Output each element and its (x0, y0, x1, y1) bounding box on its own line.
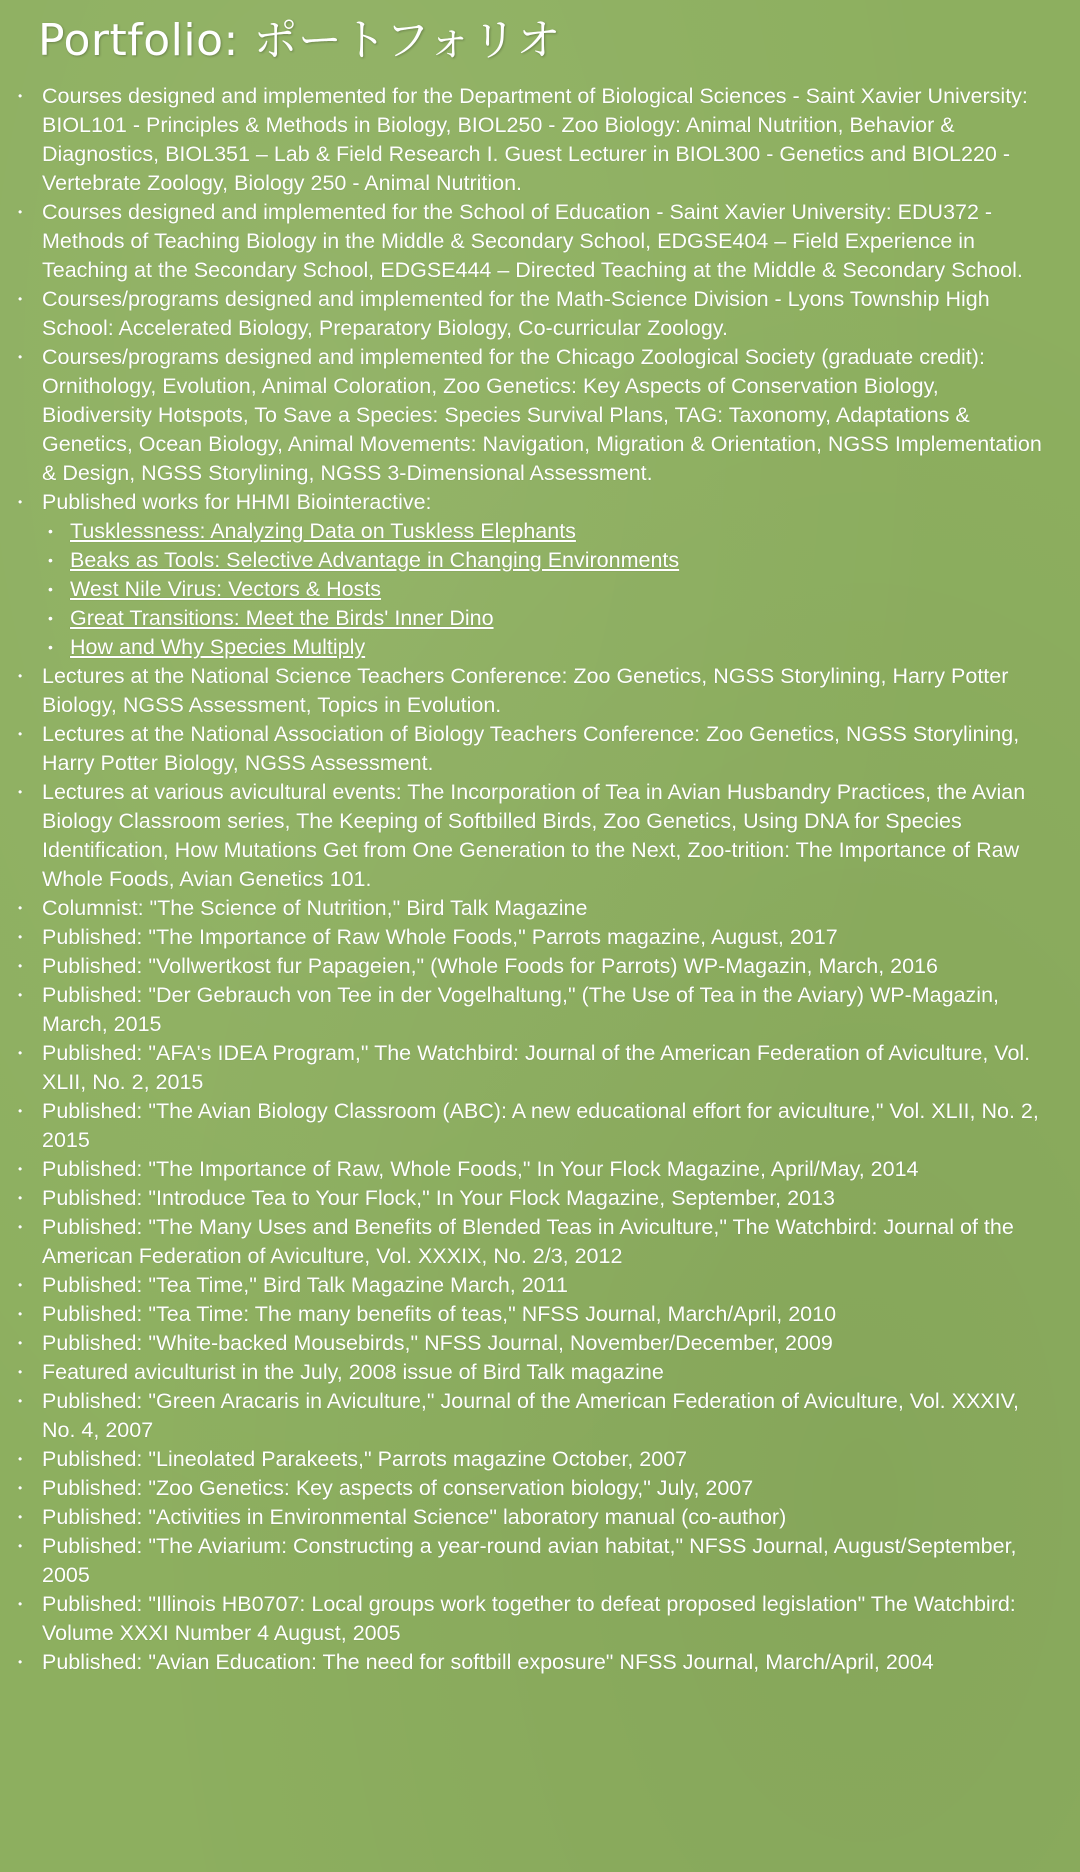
list-item-text: Published: "Lineolated Parakeets," Parrots magazine October, 2007 (42, 1447, 688, 1471)
hhmi-link-item (70, 604, 1050, 633)
hhmi-link-west-nile-virus[interactable]: West Nile Virus: Vectors & Hosts (70, 577, 382, 601)
list-item-text: Published: "The Many Uses and Benefits of Blended Teas in Aviculture," The Watchbird: Journal of the American Federation of Aviculture, Vol. XXXIX, No. 2/3, 2012 (42, 1215, 1014, 1268)
list-item (38, 981, 1050, 1039)
list-item (38, 1590, 1050, 1648)
list-item-text: Courses designed and implemented for the School of Education - Saint Xavier University: EDU372 - Methods of Teaching Biology in the Middle & Secondary School, EDGSE404 – Field Experience in Teaching at the Secondary School, EDGSE444 – Directed Teaching at the Middle & Secondary School. (42, 200, 1023, 282)
list-item (38, 720, 1050, 778)
list-item-text: Published: "Avian Education: The need for softbill exposure" NFSS Journal, March/April, 2004 (42, 1650, 934, 1674)
list-item (38, 1184, 1050, 1213)
list-item-text: Published: "Der Gebrauch von Tee in der Vogelhaltung," (The Use of Tea in the Aviary) WP-Magazin, March, 2015 (42, 983, 1000, 1036)
list-item (38, 662, 1050, 720)
list-item-text: Lectures at various avicultural events: The Incorporation of Tea in Avian Husbandry Practices, the Avian Biology Classroom series, The Keeping of Softbilled Birds, Zoo Genetics, Using DNA for Species Identification, How Mutations Get from One Generation to the Next, Zoo-trition: The Importance of Raw Whole Foods, Avian Genetics 101. (42, 780, 1026, 891)
list-item-text: Published: "The Importance of Raw, Whole Foods," In Your Flock Magazine, April/May, 2014 (42, 1157, 919, 1181)
list-item (38, 778, 1050, 894)
list-item-text: Courses designed and implemented for the Department of Biological Sciences - Saint Xavier University: BIOL101 - Principles & Methods in Biology, BIOL250 - Zoo Biology: Animal Nutrition, Behavior & Diagnostics, BIOL351 – Lab & Field Research I. Guest Lecturer in BIOL300 - Genetics and BIOL220 - Vertebrate Zoology, Biology 250 - Animal Nutrition. (42, 84, 1028, 195)
list-item-text: Lectures at the National Science Teachers Conference: Zoo Genetics, NGSS Storylining, Harry Potter Biology, NGSS Assessment, Topics in Evolution. (42, 664, 1009, 717)
list-item-text: Published: "Illinois HB0707: Local groups work together to defeat proposed legislation" The Watchbird: Volume XXXI Number 4 August, 2005 (42, 1592, 1016, 1645)
hhmi-link-great-transitions[interactable]: Great Transitions: Meet the Birds' Inner Dino (70, 606, 494, 630)
hhmi-link-item (70, 546, 1050, 575)
hhmi-link-item (70, 633, 1050, 662)
list-item (38, 1300, 1050, 1329)
list-item (38, 285, 1050, 343)
list-item-text: Published: "Tea Time: The many benefits of teas," NFSS Journal, March/April, 2010 (42, 1302, 837, 1326)
list-item (38, 1532, 1050, 1590)
hhmi-label: Published works for HHMI Biointeractive: (42, 490, 432, 514)
list-item-text: Published: "Green Aracaris in Aviculture," Journal of the American Federation of Aviculture, Vol. XXXIV, No. 4, 2007 (42, 1389, 1019, 1442)
list-item-text: Courses/programs designed and implemented for the Chicago Zoological Society (graduate credit): Ornithology, Evolution, Animal Coloration, Zoo Genetics: Key Aspects of Conservation Biology, Biodiversity Hotspots, To Save a Species: Species Survival Plans, TAG: Taxonomy, Adaptations & Genetics, Ocean Biology, Animal Movements: Navigation, Migration & Orientation, NGSS Implementation & Design, NGSS Storylining, NGSS 3-Dimensional Assessment. (42, 345, 1042, 485)
list-item (38, 1503, 1050, 1532)
list-item (38, 1271, 1050, 1300)
hhmi-link-item (70, 575, 1050, 604)
list-item (38, 1387, 1050, 1445)
list-item-text: Published: "Introduce Tea to Your Flock," In Your Flock Magazine, September, 2013 (42, 1186, 835, 1210)
list-item (38, 1445, 1050, 1474)
list-item (38, 343, 1050, 488)
hhmi-link-how-and-why-species-multiply[interactable]: How and Why Species Multiply (70, 635, 366, 659)
list-item-hhmi (38, 488, 1050, 662)
list-item (38, 1097, 1050, 1155)
list-item-text: Published: "The Avian Biology Classroom (ABC): A new educational effort for aviculture," Vol. XLII, No. 2, 2015 (42, 1099, 1039, 1152)
list-item-text: Columnist: "The Science of Nutrition," Bird Talk Magazine (42, 896, 588, 920)
list-item-text: Featured aviculturist in the July, 2008 issue of Bird Talk magazine (42, 1360, 664, 1384)
list-item (38, 952, 1050, 981)
hhmi-links-list (42, 517, 1050, 662)
list-item-text: Published: "Zoo Genetics: Key aspects of conservation biology," July, 2007 (42, 1476, 754, 1500)
list-item-text: Published: "Vollwertkost fur Papageien," (Whole Foods for Parrots) WP-Magazin, March, 2016 (42, 954, 938, 978)
list-item (38, 1213, 1050, 1271)
list-item-text: Published: "Activities in Environmental Science" laboratory manual (co-author) (42, 1505, 787, 1529)
list-item-text: Lectures at the National Association of Biology Teachers Conference: Zoo Genetics, NGSS Storylining, Harry Potter Biology, NGSS Assessment. (42, 722, 1020, 775)
list-item-text: Published: "AFA's IDEA Program," The Watchbird: Journal of the American Federation of Aviculture, Vol. XLII, No. 2, 2015 (42, 1041, 1031, 1094)
list-item (38, 1474, 1050, 1503)
list-item-text: Published: "The Aviarium: Constructing a year-round avian habitat," NFSS Journal, August/September, 2005 (42, 1534, 1017, 1587)
list-item (38, 82, 1050, 198)
hhmi-link-beaks-as-tools[interactable]: Beaks as Tools: Selective Advantage in Changing Environments (70, 548, 680, 572)
list-item-text: Courses/programs designed and implemented for the Math-Science Division - Lyons Township High School: Accelerated Biology, Preparatory Biology, Co-curricular Zoology. (42, 287, 990, 340)
page-title: Portfolio: ポートフォリオ (38, 15, 561, 66)
list-item (38, 1155, 1050, 1184)
portfolio-list (38, 82, 1050, 1677)
list-item (38, 198, 1050, 285)
list-item (38, 1358, 1050, 1387)
list-item-text: Published: "The Importance of Raw Whole Foods," Parrots magazine, August, 2017 (42, 925, 838, 949)
hhmi-link-item (70, 517, 1050, 546)
list-item (38, 1039, 1050, 1097)
list-item (38, 1648, 1050, 1677)
list-item-text: Published: "Tea Time," Bird Talk Magazine March, 2011 (42, 1273, 568, 1297)
hhmi-link-tusklessness[interactable]: Tusklessness: Analyzing Data on Tuskless Elephants (70, 519, 576, 543)
list-item (38, 1329, 1050, 1358)
list-item (38, 923, 1050, 952)
list-item (38, 894, 1050, 923)
list-item-text: Published: "White-backed Mousebirds," NFSS Journal, November/December, 2009 (42, 1331, 833, 1355)
